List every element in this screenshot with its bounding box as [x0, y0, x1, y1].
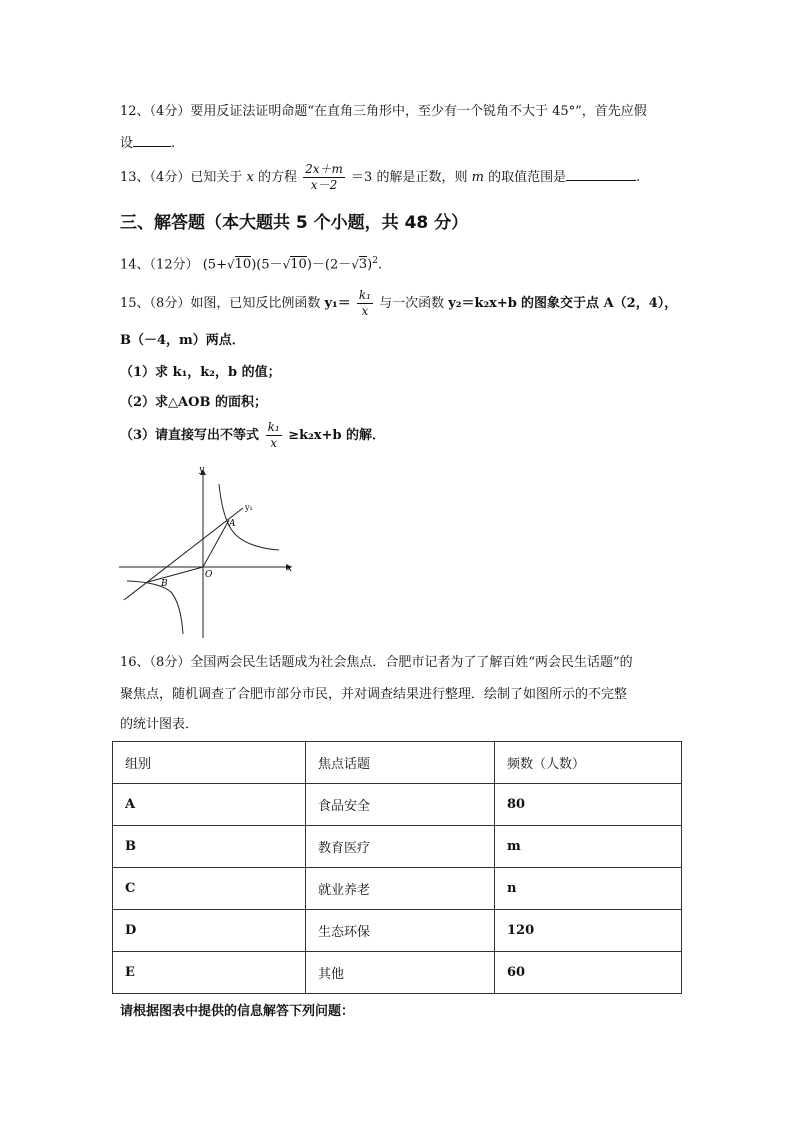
q14-expr-b: )(5－ [251, 257, 283, 273]
q15-sub3 [120, 419, 385, 453]
q13-prefix: 13、（4分）已知关于 [120, 170, 243, 185]
sqrt-sign-1: √ [226, 257, 235, 272]
q15-sub3-prefix: （3）请直接写出不等式 [120, 428, 260, 443]
q15-line1-suffix: 的图象交于点 A（2，4）， [521, 296, 678, 311]
q14-expr-c: )－(2－ [306, 257, 352, 273]
q15-line2: B（－4，m）两点． [120, 333, 245, 348]
section-heading: 三、解答题（本大题共 5 个小题，共 48 分） [120, 213, 469, 233]
q15-sub3-frac-den: x [270, 436, 278, 450]
table-cell-topic: 其他 [306, 952, 495, 994]
statistics-table [112, 741, 682, 994]
table-cell-group: C [113, 868, 306, 910]
table-row [113, 868, 682, 910]
q12-line2-prefix: 设 [120, 136, 134, 151]
q13-text2: 的解是正数，则 [376, 170, 468, 185]
q13-eq: ＝3 [351, 170, 373, 185]
label-A: A [229, 519, 236, 529]
answer-blank-q12[interactable] [133, 134, 171, 147]
q12-line2 [120, 134, 175, 153]
q16-line3: 的统计图表． [120, 717, 199, 732]
table-cell-group: E [113, 952, 306, 994]
q13-frac-num: 2x＋m [305, 162, 343, 176]
q15-sub3-suffix: ≥k₂x+b 的解． [288, 428, 386, 443]
q12-line1: 12、（4分）要用反证法证明命题“在直角三角形中，至少有一个锐角不大于 45°”，首先应假 [120, 104, 647, 119]
q15-sub1: （1）求 k₁，k₂，b 的值； [120, 365, 281, 380]
q15-frac-num: k₁ [358, 288, 371, 302]
q15-y2: y₂＝k₂x+b [448, 296, 517, 311]
table-cell-topic: 食品安全 [306, 784, 495, 826]
table-cell-frequency: 60 [495, 952, 682, 994]
q13-mid: 的方程 [257, 170, 297, 185]
table-row [113, 826, 682, 868]
sqrt-sign-2: √ [282, 257, 291, 272]
sqrt-sign-3: √ [351, 257, 359, 272]
table-cell-frequency: 120 [495, 910, 682, 952]
label-y: y [199, 465, 205, 475]
hyperbola-branch-2 [127, 581, 183, 634]
label-y1: y₁ [245, 503, 253, 512]
table-cell-group: B [113, 826, 306, 868]
table-cell-group: A [113, 784, 306, 826]
q16-line1: 16、（8分）全国两会民生话题成为社会焦点．合肥市记者为了了解百姓“两会民生话题”的 [120, 655, 633, 670]
q14-exponent: 2 [372, 256, 378, 266]
q14-sqrt1: 10 [234, 257, 252, 273]
q14-expr-a: (5+ [202, 257, 227, 273]
q14-line [120, 252, 382, 274]
table-header-cell: 组别 [113, 742, 306, 784]
table-cell-group: D [113, 910, 306, 952]
q13-var-m: m [471, 170, 484, 185]
q15-sub3-frac-num: k₁ [267, 420, 280, 434]
q15-fraction [357, 288, 373, 319]
q15-frac-den: x [361, 304, 369, 318]
table-cell-topic: 生态环保 [306, 910, 495, 952]
q15-y1: y₁＝ [324, 296, 351, 311]
table-row [113, 952, 682, 994]
q14-sqrt2: 10 [290, 257, 307, 273]
q12-line2-suffix: . [171, 136, 176, 151]
table-header-row [113, 742, 682, 784]
label-B: B [161, 579, 168, 589]
answer-blank-q13[interactable] [566, 168, 636, 181]
table-header-cell: 焦点话题 [306, 742, 495, 784]
q13-var-x: x [246, 170, 254, 185]
q14-suffix: . [377, 257, 383, 273]
q15-line1 [120, 287, 677, 321]
table-cell-frequency: 80 [495, 784, 682, 826]
table-cell-topic: 教育医疗 [306, 826, 495, 868]
label-O: O [205, 570, 213, 580]
q13-line [120, 162, 640, 194]
table-cell-frequency: m [495, 826, 682, 868]
table-header-cell: 频数（人数） [495, 742, 682, 784]
q15-line1-mid: 与一次函数 [379, 296, 449, 311]
q15-sub3-fraction [266, 420, 282, 451]
q14-expr-d: ) [367, 257, 373, 273]
function-graph [119, 464, 297, 640]
table-cell-frequency: n [495, 868, 682, 910]
q13-text3: 的取值范围是 [488, 170, 567, 185]
q13-suffix: . [636, 170, 641, 185]
q14-sqrt3: 3 [358, 257, 368, 273]
table-cell-topic: 就业养老 [306, 868, 495, 910]
table-row [113, 784, 682, 826]
q15-sub2: （2）求△AOB 的面积； [120, 395, 267, 410]
q13-frac-den: x－2 [310, 178, 338, 192]
q16-line2: 聚焦点，随机调查了合肥市部分市民，并对调查结果进行整理．绘制了如图所示的不完整 [120, 687, 628, 702]
q16-footer: 请根据图表中提供的信息解答下列问题： [120, 1004, 355, 1019]
q14-prefix: 14、（12分） [120, 257, 199, 273]
linear-function-line [124, 508, 243, 600]
table-row [113, 910, 682, 952]
hyperbola-branch-1 [219, 484, 279, 550]
segment-OA [203, 520, 229, 567]
label-x: x [287, 564, 293, 574]
q13-fraction [303, 162, 345, 193]
q15-line1-prefix: 15、（8分）如图，已知反比例函数 [120, 296, 325, 311]
